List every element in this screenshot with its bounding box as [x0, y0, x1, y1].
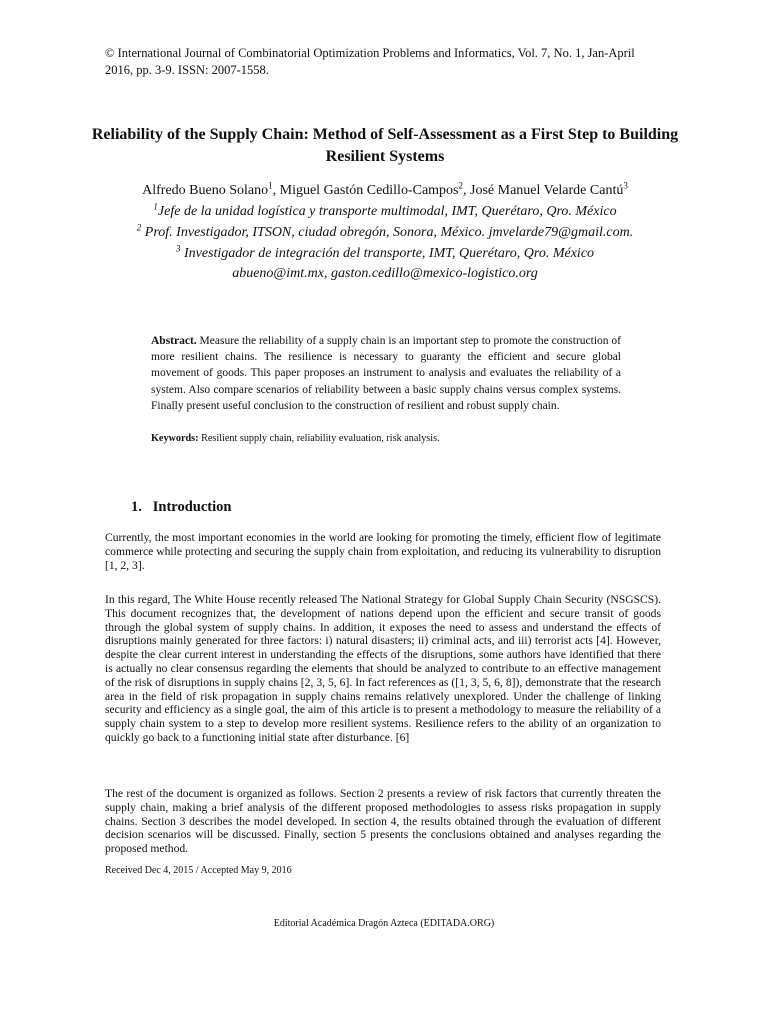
- abstract-text: Measure the reliability of a supply chain is an important step to promote the construction of more resilient chains. The resilience is necessary to guaranty the efficient and secure global movement of goods. This paper proposes an instrument to analysis and evaluates the reliability of a system. Also compare scenarios of reliability between a basic supply chains versus complex systems. Finally present useful conclusion to the construction of resilient and robust supply chain.: [151, 335, 621, 412]
- paragraph-1: Currently, the most important economies in the world are looking for promoting the timely, efficient flow of legitimate commerce while protecting and securing the supply chain from exploitation, and reducing its vulnerability to disruption [1, 2, 3].: [105, 531, 661, 572]
- abstract-label: Abstract.: [151, 335, 197, 347]
- page-footer: Editorial Académica Dragón Azteca (EDITADA.ORG): [273, 918, 495, 929]
- journal-header: © International Journal of Combinatorial Optimization Problems and Informatics, Vol. 7, No. 1, Jan-April 2016, pp. 3-9. ISSN: 2007-1558.: [105, 46, 635, 77]
- section-number: 1.: [131, 499, 142, 515]
- section-heading: [131, 498, 231, 516]
- affiliation-sup: 2: [136, 222, 142, 233]
- paragraph-2: In this regard, The White House recently released The National Strategy for Global Supply Chain Security (NSGSCS). This document recognizes that, the development of nations depend upon the efficient and secure transit of goods through the global system of supply chains. In addition, it exposes the need to assess and understand the effects of disruptions mainly generated for three factors: i) natural disasters; ii) criminal acts, and iii) terrorist acts [4]. However, despite the clear current interest in understanding the effects of the disruptions, some authors have identified that there is actually no clear consensus regarding the elements that should be analyzed to contribute to an effective management of the risk of disruptions in supply chains [2, 3, 5, 6]. In fact references as ([1, 3, 5, 6, 8]), demonstrate that the research area in the field of risk propagation in supply chains remains relatively unexplored. Under the challenge of linking security and efficiency as a single goal, the aim of this article is to present a methodology to measure the reliability of a supply chain system to a step to develop more resilient systems. Resilience refers to the ability of an organization to quickly go back to a functioning initial state after disturbance. [6]: [105, 593, 661, 744]
- affiliation-sup: 3: [175, 243, 181, 254]
- author-sup: 1: [268, 180, 273, 191]
- affiliation-text: Investigador de integración del transporte, IMT, Querétaro, Qro. México: [180, 246, 595, 261]
- author-separator: ,: [463, 183, 471, 198]
- affiliation-text: Prof. Investigador, ITSON, ciudad obregón, Sonora, México. jmvelarde79@gmail.com.: [141, 225, 634, 240]
- author-sup: 2: [458, 180, 464, 191]
- author-name: Alfredo Bueno Solano: [142, 183, 269, 198]
- author-name: Miguel Gastón Cedillo-Campos: [279, 183, 459, 198]
- section-title: Introduction: [152, 499, 232, 515]
- author-list: [60, 181, 710, 201]
- received-date: Received Dec 4, 2015 / Accepted May 9, 2016: [105, 865, 292, 876]
- abstract: [151, 333, 621, 414]
- author-sup: 3: [623, 180, 628, 191]
- paper-title: Reliability of the Supply Chain: Method of Self-Assessment as a First Step to Building Resilient Systems: [91, 126, 679, 165]
- author-separator: ,: [272, 183, 280, 198]
- affiliation-3: [60, 244, 710, 264]
- keywords: [151, 432, 621, 446]
- keywords-label: Keywords:: [151, 433, 199, 444]
- affiliation-sup: 1: [153, 201, 158, 212]
- affiliation-1: [60, 202, 710, 222]
- author-emails: abueno@imt.mx, gaston.cedillo@mexico-logistico.org: [232, 266, 538, 281]
- affiliation-2: [60, 223, 710, 243]
- affiliation-text: Jefe de la unidad logística y transporte multimodal, IMT, Querétaro, Qro. México: [157, 204, 617, 219]
- keywords-text: Resilient supply chain, reliability evaluation, risk analysis.: [198, 433, 440, 444]
- author-name: José Manuel Velarde Cantú: [470, 183, 624, 198]
- paragraph-3: The rest of the document is organized as follows. Section 2 presents a review of risk factors that currently threaten the supply chain, making a brief analysis of the different proposed methodologies to assess risks propagation in supply chains. Section 3 describes the model developed. In section 4, the results obtained through the evaluation of different decision scenarios will be discussed. Finally, section 5 presents the conclusions obtained and analyses regarding the proposed method.: [105, 787, 661, 856]
